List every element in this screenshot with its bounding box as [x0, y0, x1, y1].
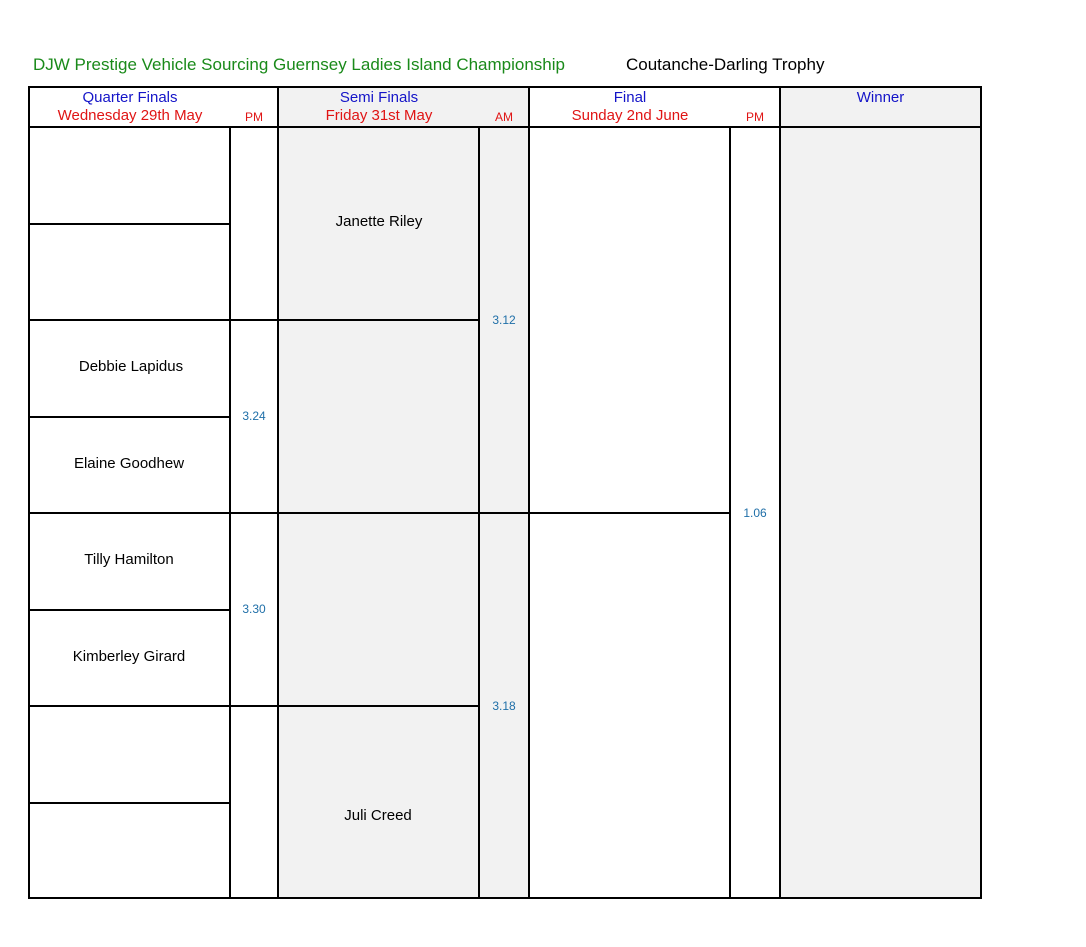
round-quarter-finals-date: Wednesday 29th May — [57, 107, 203, 124]
qf-player-4: Elaine Goodhew — [73, 455, 185, 472]
winner-column-bg — [781, 88, 981, 899]
sf-player-1: Janette Riley — [335, 213, 423, 230]
qf-player-5: Tilly Hamilton — [84, 551, 174, 568]
round-quarter-finals-session: PM — [245, 110, 263, 124]
qf-player-3: Debbie Lapidus — [78, 358, 184, 375]
trophy-title: Coutanche-Darling Trophy — [626, 55, 825, 74]
round-winner: Winner — [856, 89, 905, 106]
round-quarter-finals: Quarter Finals — [82, 89, 178, 106]
qf-player-6: Kimberley Girard — [72, 648, 186, 665]
qf-match-time-2: 3.24 — [242, 409, 266, 423]
sf-player-4: Juli Creed — [344, 807, 412, 824]
round-final-date: Sunday 2nd June — [571, 107, 689, 124]
championship-title: DJW Prestige Vehicle Sourcing Guernsey Ladies Island Championship — [33, 55, 565, 74]
round-semi-finals-date: Friday 31st May — [325, 107, 433, 124]
sf-match-time-1: 3.12 — [492, 313, 516, 327]
round-semi-finals-session: AM — [495, 110, 513, 124]
round-final-session: PM — [746, 110, 764, 124]
sf-match-time-2: 3.18 — [492, 699, 516, 713]
round-semi-finals: Semi Finals — [339, 89, 419, 106]
final-match-time: 1.06 — [743, 506, 767, 520]
qf-match-time-3: 3.30 — [242, 602, 266, 616]
round-final: Final — [613, 89, 647, 106]
